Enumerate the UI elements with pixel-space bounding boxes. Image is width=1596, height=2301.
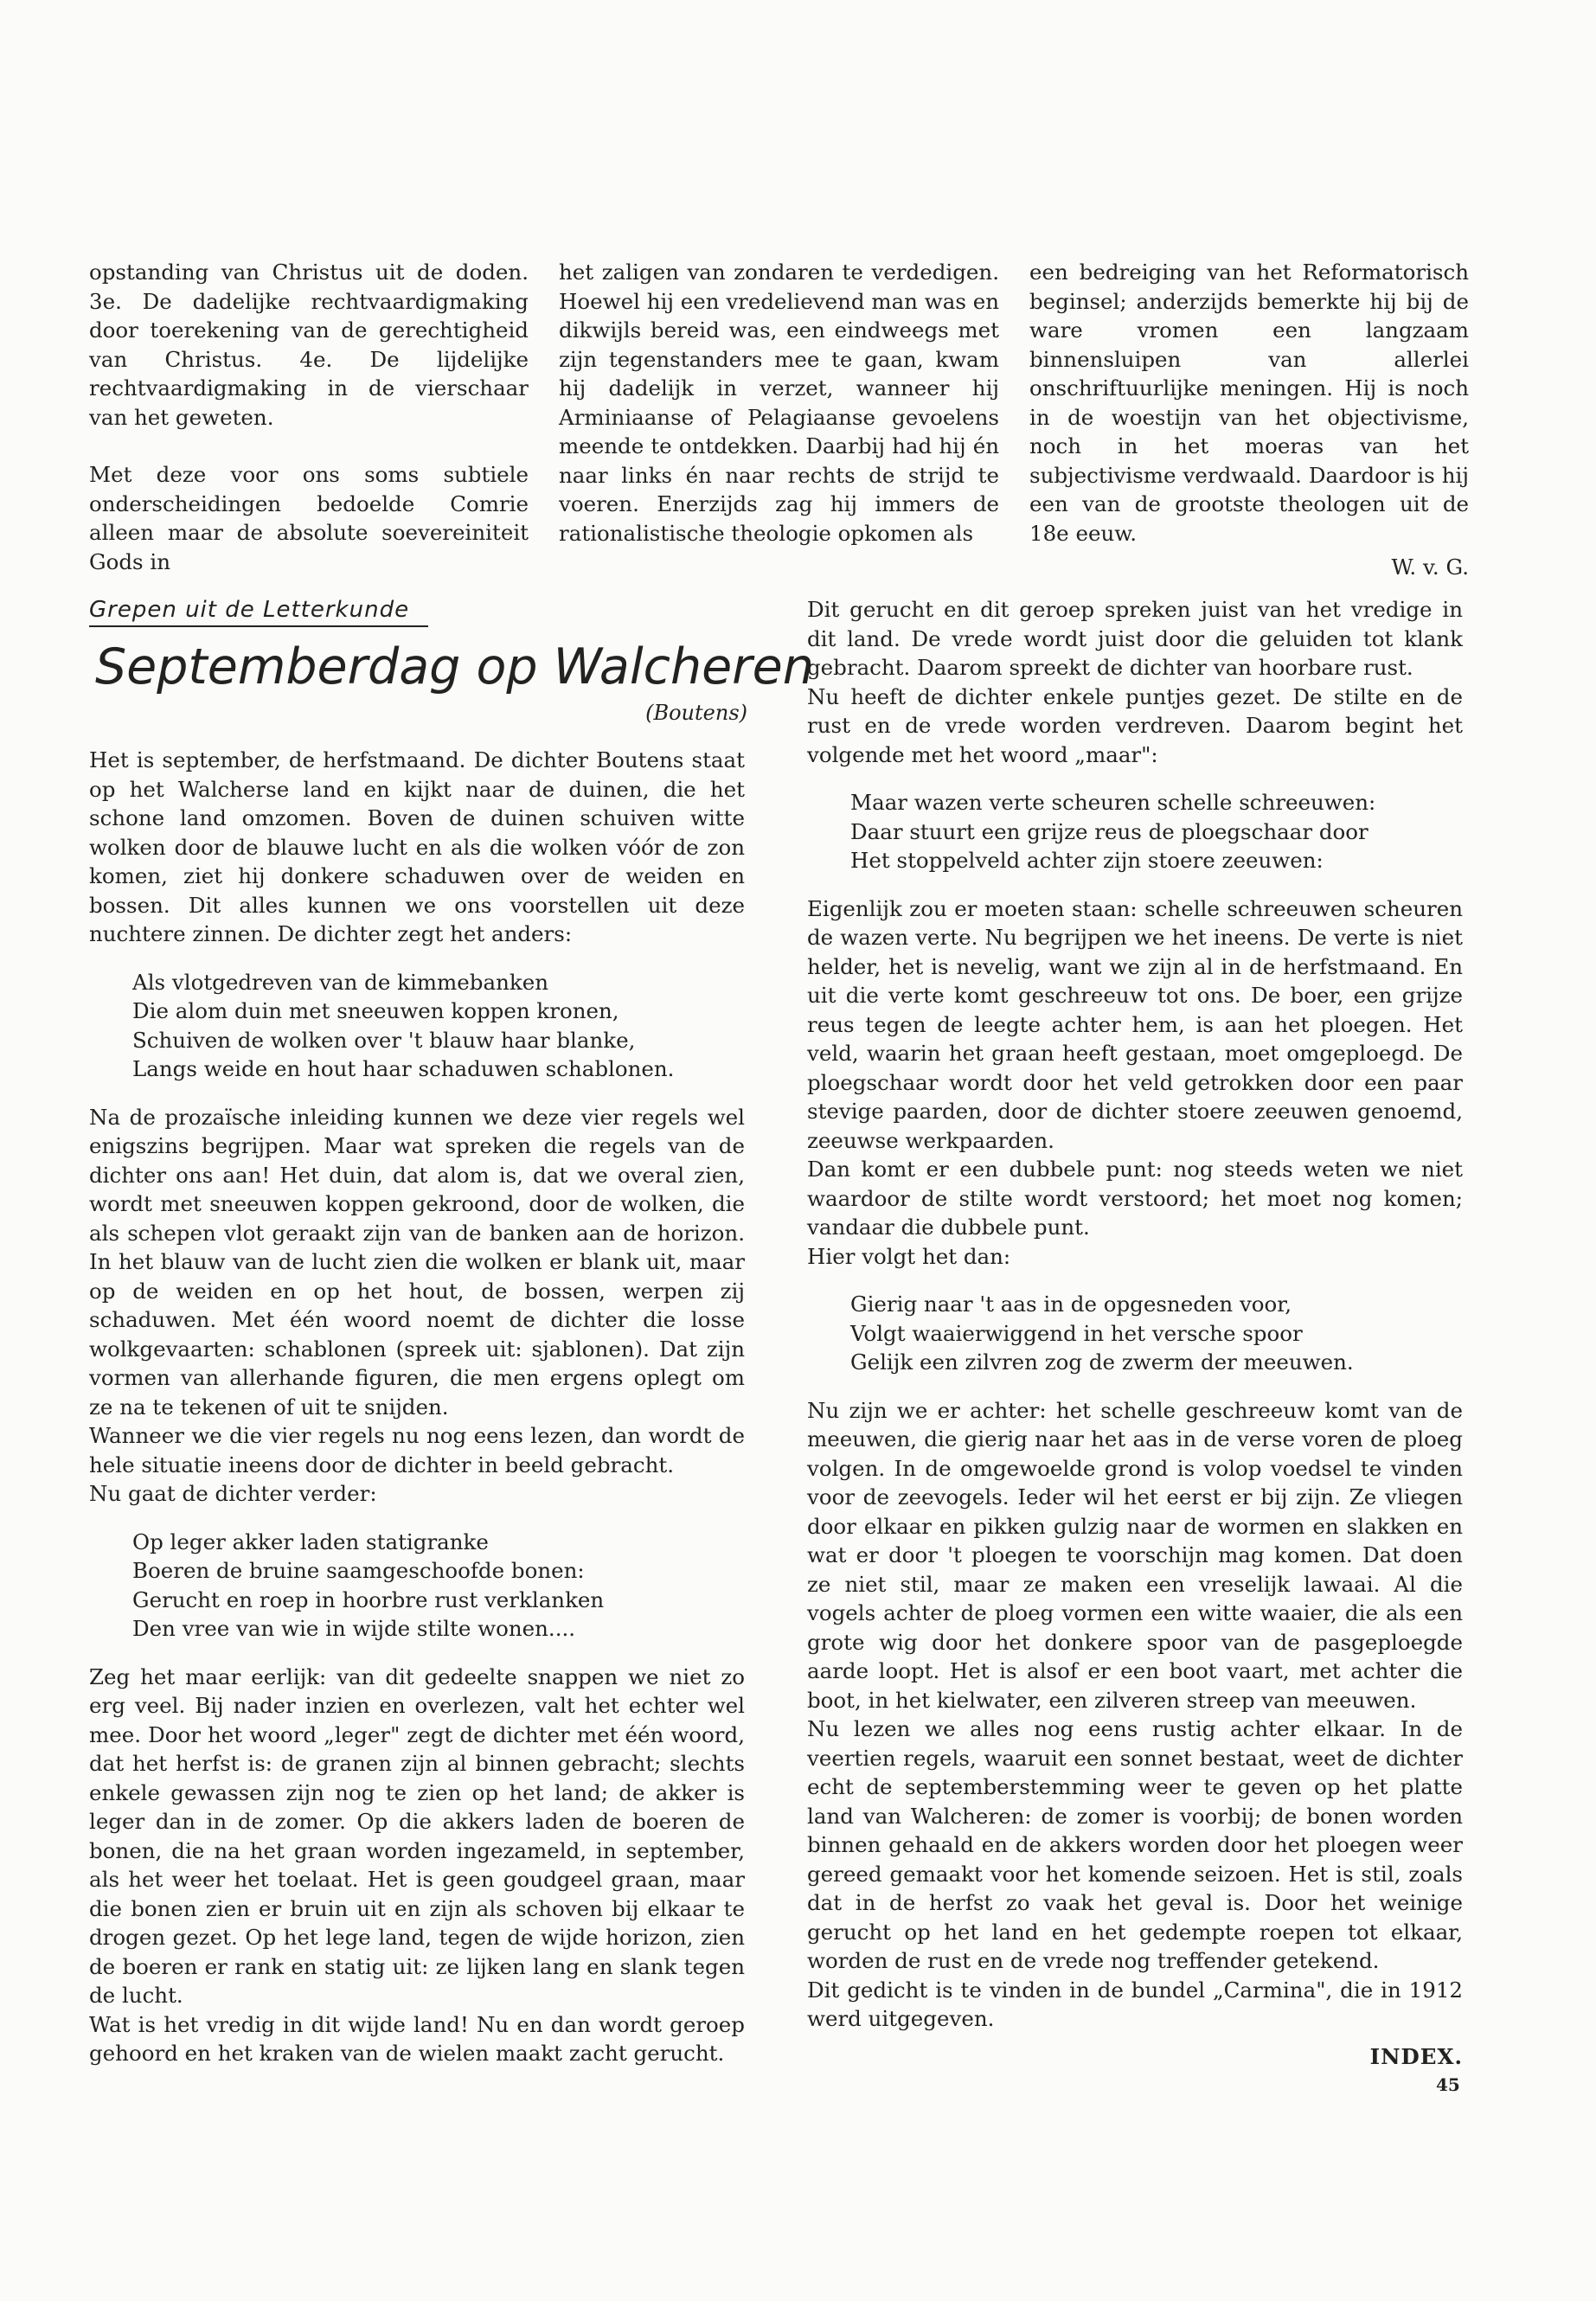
poem-line: Als vlotgedreven van de kimmebanken xyxy=(132,969,548,995)
paragraph: Nu zijn we er achter: het schelle geschreeuw komt van de meeuwen, die gierig naar het aas in de verse voren de ploeg volgen. In de omgewoelde grond is volop voedsel te vinden voor de zeevogels. Ieder wil het eerst er bij zijn. Ze vliegen door elkaar en pikken gulzig naar de wormen en slakken en wat er door 't ploegen te voorschijn mag komen. Dat doen ze niet stil, maar ze maken een vreselijk lawaai. Al die vogels achter de ploeg vormen een witte waaier, die als een grote wig door het donkere spoor van de pasgeploegde aarde loopt. Het is alsof er een boot vaart, met achter die boot, in het kielwater, een zilveren streep van meeuwen. xyxy=(807,1397,1463,1713)
paragraph: Dit gerucht en dit geroep spreken juist van het vredige in dit land. De vrede wordt juist door die geluiden tot klank gebracht. Daarom spreekt de dichter van hoorbare rust. xyxy=(807,597,1463,680)
paragraph: Nu heeft de dichter enkele puntjes gezet. De stilte en de rust en de vrede worden verdreven. Daarom begint het volgende met het woord „maar": xyxy=(807,683,1463,767)
poem-line: Gelijk een zilvren zog de zwerm der meeuwen. xyxy=(850,1349,1354,1375)
paragraph: Na de prozaïsche inleiding kunnen we deze vier regels wel enigszins begrijpen. Maar wat spreken die regels van de dichter ons aan! Het duin, dat alom is, dat we overal zien, wordt met sneeuwen koppen gekroond, door de wolken, die als schepen vlot geraakt zijn van de banken aan de horizon. In het blauw van de lucht zien die wolken er blank uit, maar op de weiden en op het hout, de bossen, werpen zij schaduwen. Met één woord noemt de dichter die losse wolkgevaarten: schablonen (spreek uit: sjablonen). Dat zijn vormen van allerhande figuren, die men ergens oplegt om ze na te tekenen of uit te snijden. xyxy=(89,1104,745,1420)
paragraph: opstanding van Christus uit de doden. 3e. De dadelijke rechtvaardigmaking door toerekening van de gerechtigheid van Christus. 4e. De lijdelijke rechtvaardigmaking in de vierschaar van het geweten. xyxy=(89,260,529,430)
paragraph: het zaligen van zondaren te verdedigen. Hoewel hij een vredelievend man was en dikwijls bereid was, een eindweegs met zijn tegenstanders mee te gaan, kwam hij dadelijk in verzet, wanneer hij Arminiaanse of Pelagiaanse gevoelens meende te ontdekken. Daarbij had hij én naar links én naar rechts de strijd te voeren. Enerzijds zag hij immers de rationalistische theologie opkomen als xyxy=(559,260,999,546)
article-author: (Boutens) xyxy=(645,701,747,725)
poem-line: Daar stuurt een grijze reus de ploegschaar door xyxy=(850,818,1368,844)
signature: W. v. G. xyxy=(1391,554,1469,580)
page-number: 45 xyxy=(1436,2074,1460,2095)
poem-stanza xyxy=(132,968,745,1084)
poem-line: Gerucht en roep in hoorbre rust verklanken xyxy=(132,1586,605,1612)
article-right-column xyxy=(807,595,1463,2071)
paragraph: Nu lezen we alles nog eens rustig achter elkaar. In de veertien regels, waaruit een sonnet bestaat, weet de dichter echt de septemberstemming weer te geven op het platte land van Walcheren: de zomer is voorbij; de bonen worden binnen gehaald en de akkers worden door het ploegen weer gereed gemaakt voor het komende seizoen. Het is stil, zoals dat in de herfst zo vaak het geval is. Door het weinige gerucht op het land en het gedempte roepen tot elkaar, worden de rust en de vrede nog treffender getekend. xyxy=(807,1716,1463,1973)
poem-line: Boeren de bruine saamgeschoofde bonen: xyxy=(132,1558,585,1583)
paragraph: Dit gedicht is te vinden in de bundel „Carmina", die in 1912 werd uitgegeven. xyxy=(807,1977,1463,2031)
paragraph: Met deze voor ons soms subtiele onderscheidingen bedoelde Comrie alleen maar de absolute soevereiniteit Gods in xyxy=(89,462,529,574)
poem-line: Den vree van wie in wijde stilte wonen.... xyxy=(132,1616,576,1641)
article-left-column xyxy=(89,746,745,2068)
poem-stanza xyxy=(850,788,1463,875)
paragraph: Nu gaat de dichter verder: xyxy=(89,1481,377,1506)
poem-line: Schuiven de wolken over 't blauw haar blanke, xyxy=(132,1027,636,1053)
section-rubric: Grepen uit de Letterkunde xyxy=(89,597,428,627)
paragraph: Wat is het vredig in dit wijde land! Nu en dan wordt geroep gehoord en het kraken van de wielen maakt zacht gerucht. xyxy=(89,2011,745,2066)
poem-line: Die alom duin met sneeuwen koppen kronen, xyxy=(132,998,619,1023)
paragraph: Het is september, de herfstmaand. De dichter Boutens staat op het Walcherse land en kijkt naar de duinen, die het schone land omzomen. Boven de duinen schuiven witte wolken door de blauwe lucht en als die wolken vóór de zon komen, ziet hij donkere schaduwen over de weiden en bossen. Dit alles kunnen we ons voorstellen uit deze nuchtere zinnen. De dichter zegt het anders: xyxy=(89,747,745,946)
top-column-3 xyxy=(1029,258,1469,582)
poem-line: Gierig naar 't aas in de opgesneden voor, xyxy=(850,1292,1292,1317)
poem-line: Langs weide en hout haar schaduwen schablonen. xyxy=(132,1056,675,1081)
paragraph: Dan komt er een dubbele punt: nog steeds weten we niet waardoor de stilte wordt verstoord; het moet nog komen; vandaar die dubbele punt. xyxy=(807,1157,1463,1240)
poem-stanza xyxy=(850,1290,1463,1377)
article-title: Septemberdag op Walcheren xyxy=(95,638,814,695)
poem-line: Het stoppelveld achter zijn stoere zeeuwen: xyxy=(850,848,1324,873)
poem-stanza xyxy=(132,1528,745,1644)
top-column-2 xyxy=(559,258,999,548)
poem-line: Op leger akker laden statigranke xyxy=(132,1529,489,1554)
top-column-1 xyxy=(89,258,529,576)
paragraph: een bedreiging van het Reformatorisch beginsel; anderzijds bemerkte hij bij de ware vromen een langzaam binnensluipen van allerlei onschriftuurlijke meningen. Hij is noch in de woestijn van het objectivisme, noch in het moeras van het subjectivisme verdwaald. Daardoor is hij een van de grootste theologen uit de 18e eeuw. xyxy=(1029,260,1469,546)
paragraph: Zeg het maar eerlijk: van dit gedeelte snappen we niet zo erg veel. Bij nader inzien en overlezen, valt het echter wel mee. Door het woord „leger" zegt de dichter met één woord, dat het herfst is: de granen zijn al binnen gebracht; slechts enkele gewassen zijn nog te zien op het land; de akker is leger dan in de zomer. Op die akkers laden de boeren de bonen, die na het graan worden ingezameld, in september, als het weer het toelaat. Het is geen goudgeel graan, maar die bonen zien er bruin uit en zijn als schoven bij elkaar te drogen gezet. Op het lege land, tegen de wijde horizon, zien de boeren er rank en statig uit: ze lijken lang en slank tegen de lucht. xyxy=(89,1663,745,2008)
poem-line: Volgt waaierwiggend in het versche spoor xyxy=(850,1320,1303,1346)
paragraph: Wanneer we die vier regels nu nog eens lezen, dan wordt de hele situatie ineens door de dichter in beeld gebracht. xyxy=(89,1423,745,1477)
paragraph: Hier volgt het dan: xyxy=(807,1243,1011,1269)
signature: INDEX. xyxy=(1369,2043,1463,2069)
paragraph: Eigenlijk zou er moeten staan: schelle schreeuwen scheuren de wazen verte. Nu begrijpen we het ineens. De verte is niet helder, het is nevelig, want we zijn al in de herfstmaand. En uit die verte komt geschreeuw tot ons. De boer, een grijze reus tegen de leegte achter hem, is aan het ploegen. Het veld, waarin het graan heeft gestaan, moet omgeploegd. De ploegschaar wordt door het veld getrokken door een paar stevige paarden, door de dichter stoere zeeuwen genoemd, zeeuwse werkpaarden. xyxy=(807,895,1463,1153)
poem-line: Maar wazen verte scheuren schelle schreeuwen: xyxy=(850,790,1376,815)
